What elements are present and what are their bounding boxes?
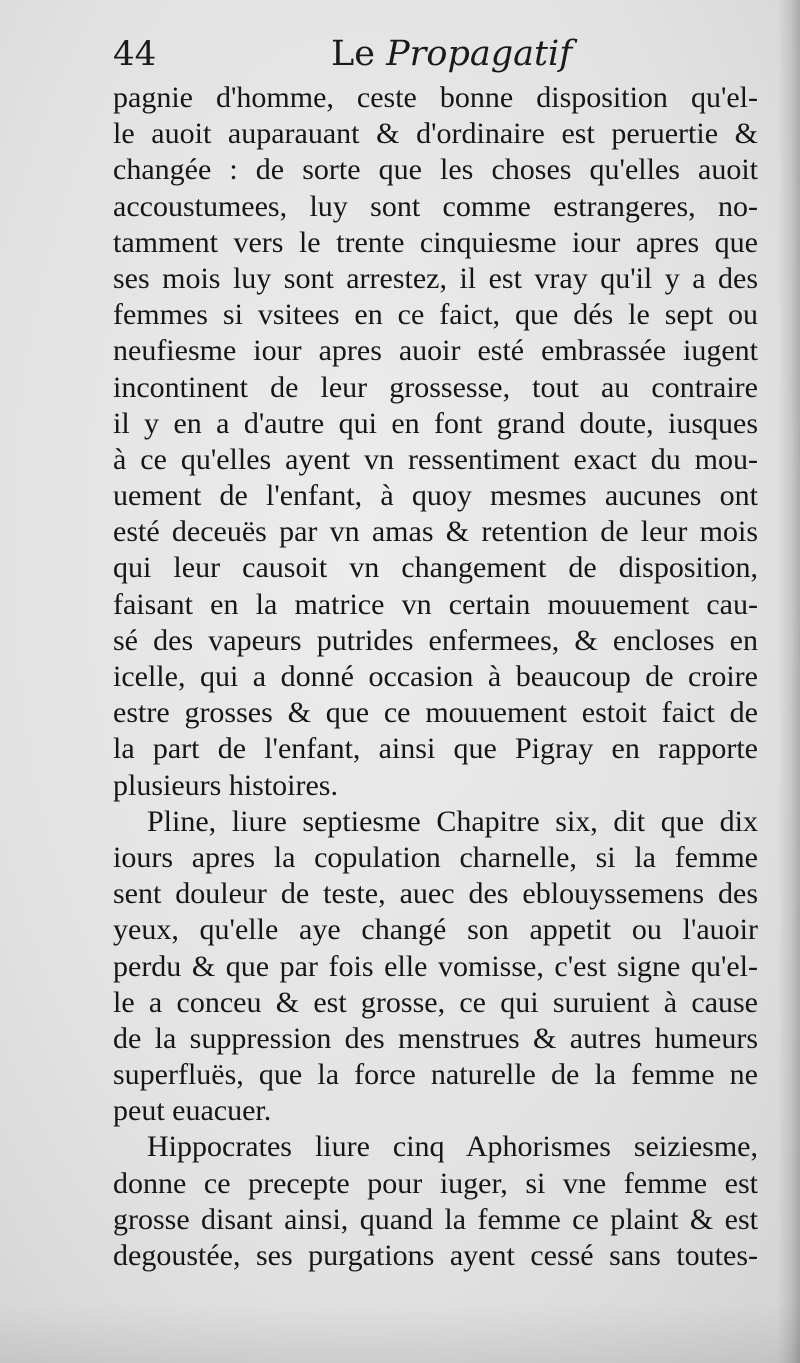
text-line: iours apres la copulation charnelle, si la femme <box>113 840 758 874</box>
page-number: 44 <box>113 34 157 74</box>
page-bottom-shadow <box>0 1303 800 1363</box>
text-line: de la suppression des menstrues & autres humeurs <box>113 1021 758 1055</box>
text-line: degoustée, ses purgations ayent cessé sans toutes- <box>113 1239 758 1272</box>
paragraph-start-line: Hippocrates liure cinq Aphorismes seiziesme, <box>147 1130 758 1164</box>
running-title <box>331 34 572 74</box>
running-title-italic: Propagatif <box>386 34 573 74</box>
text-line: tamment vers le trente cinquiesme iour apres que <box>113 225 758 259</box>
body-text <box>113 80 758 1274</box>
text-line: esté deceuës par vn amas & retention de leur mois <box>113 515 758 549</box>
text-line: grosse disant ainsi, quand la femme ce plaint & est <box>113 1202 758 1236</box>
running-title-roman: Le <box>331 34 387 74</box>
text-line: estre grosses & que ce mouuement estoit faict de <box>113 696 758 730</box>
text-line: yeux, qu'elle aye changé son appetit ou l'auoir <box>113 913 758 947</box>
text-line: changée : de sorte que les choses qu'elles auoit <box>113 153 758 187</box>
text-line: qui leur causoit vn changement de disposition, <box>113 551 758 585</box>
running-head <box>113 30 753 82</box>
text-line: uement de l'enfant, à quoy mesmes aucunes ont <box>113 479 758 513</box>
text-line: accoustumees, luy sont comme estrangeres, no- <box>113 189 758 223</box>
text-line: sent douleur de teste, auec des eblouyssemens des <box>113 877 758 911</box>
text-line: incontinent de leur grossesse, tout au contraire <box>113 370 758 404</box>
text-line: ses mois luy sont arrestez, il est vray qu'il y a des <box>113 261 758 295</box>
text-line: neufiesme iour apres auoir esté embrassée iugent <box>113 334 758 368</box>
text-line: femmes si vsitees en ce faict, que dés le sept ou <box>113 298 758 332</box>
paragraph-end-line: plusieurs histoires. <box>113 768 338 802</box>
paragraph-start-line: Pline, liure septiesme Chapitre six, dit que dix <box>147 804 758 838</box>
text-line: superfluës, que la force naturelle de la femme ne <box>113 1058 758 1092</box>
text-line: pagnie d'homme, ceste bonne disposition qu'el- <box>113 81 758 114</box>
paragraph-end-line: peut euacuer. <box>113 1094 272 1128</box>
text-line: il y en a d'autre qui en font grand doute, iusques <box>113 406 758 440</box>
page-edge-shadow <box>778 0 800 1363</box>
text-line: icelle, qui a donné occasion à beaucoup de croire <box>113 660 758 693</box>
text-line: donne ce precepte pour iuger, si vne femme est <box>113 1166 758 1200</box>
text-line: faisant en la matrice vn certain mouuement cau- <box>113 587 758 621</box>
text-line: le a conceu & est grosse, ce qui suruient à cause <box>113 985 758 1019</box>
text-line: le auoit auparauant & d'ordinaire est peruertie & <box>113 117 758 151</box>
text-line: sé des vapeurs putrides enfermees, & encloses en <box>113 623 758 657</box>
text-line: la part de l'enfant, ainsi que Pigray en rapporte <box>113 732 758 766</box>
text-line: perdu & que par fois elle vomisse, c'est signe qu'el- <box>113 949 758 983</box>
text-line: à ce qu'elles ayent vn ressentiment exact du mou- <box>113 442 758 476</box>
